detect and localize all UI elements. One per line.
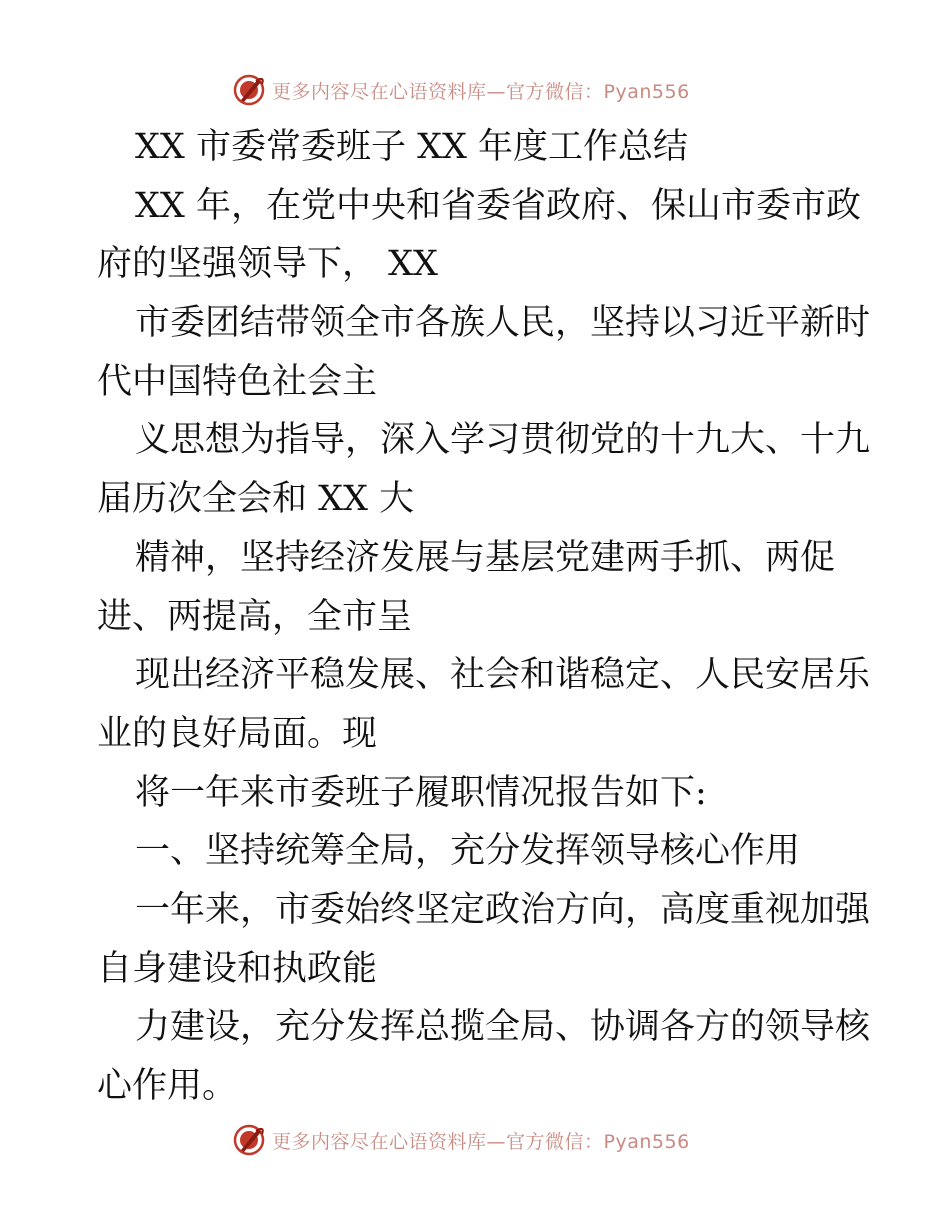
- text-line: 力建设，充分发挥总揽全局、协调各方的领导核: [135, 1007, 871, 1048]
- text-line: 届历次全会和 XX 大: [97, 479, 415, 520]
- text-line: 进、两提高，全市呈: [97, 596, 413, 637]
- watermark-text: 更多内容尽在心语资料库—官方微信：Pyan556: [272, 80, 690, 103]
- text-line: 现出经济平稳发展、社会和谐稳定、人民安居乐: [135, 655, 871, 696]
- watermark-text: 更多内容尽在心语资料库—官方微信：Pyan556: [272, 1130, 690, 1153]
- text-line: 一年来，市委始终坚定政治方向，高度重视加强: [135, 889, 871, 930]
- text-line: 代中国特色社会主: [97, 361, 378, 402]
- text-line: 义思想为指导，深入学习贯彻党的十九大、十九: [135, 420, 871, 461]
- text-line: 精神，坚持经济发展与基层党建两手抓、两促: [135, 537, 836, 578]
- text-line: 市委团结带领全市各族人民，坚持以习近平新时: [135, 303, 871, 344]
- quill-logo-icon: [232, 73, 266, 107]
- header-watermark: [232, 70, 690, 110]
- text-line: 心作用。: [97, 1066, 238, 1106]
- text-line: 将一年来市委班子履职情况报告如下:: [135, 772, 707, 813]
- text-line: 府的坚强领导下， XX: [97, 244, 438, 285]
- text-line: XX 年，在党中央和省委省政府、保山市委市政: [135, 185, 861, 226]
- footer-watermark: [232, 1120, 690, 1160]
- text-line: XX 市委常委班子 XX 年度工作总结: [135, 127, 689, 167]
- quill-logo-icon: [232, 1123, 266, 1157]
- text-line: 一、坚持统筹全局，充分发挥领导核心作用: [135, 831, 801, 872]
- text-line: 自身建设和执政能: [97, 948, 378, 989]
- text-line: 业的良好局面。现: [97, 713, 378, 754]
- document-body: [97, 118, 871, 1116]
